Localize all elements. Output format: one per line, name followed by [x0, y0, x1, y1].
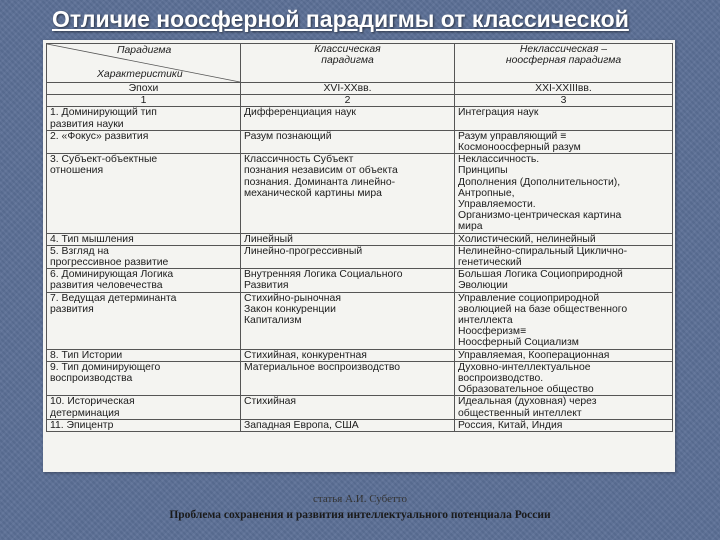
cell-line: Идеальная (духовная) через [458, 396, 597, 408]
cell-line: познания независим от объекта [244, 165, 398, 177]
classic-cell [241, 361, 455, 396]
nonclassic-cell [455, 107, 673, 130]
column-number: 1 [47, 95, 241, 107]
cell-line: Холистический, нелинейный [458, 233, 596, 245]
nonclassic-cell [455, 154, 673, 233]
epochs-nonclassic: XXI-XXIIIвв. [455, 83, 673, 95]
cell-line: детерминация [50, 407, 120, 419]
characteristic-cell [47, 292, 241, 349]
table-row [47, 154, 673, 233]
corner-label-paradigm: Парадигма [117, 45, 172, 56]
table-row [47, 107, 673, 130]
paradigm-comparison-table [46, 43, 673, 432]
cell-line: Космоноосферный разум [458, 142, 581, 154]
classic-cell [241, 349, 455, 361]
cell-line: 10. Историческая [50, 396, 135, 408]
cell-line: Внутренняя Логика Социального [244, 269, 403, 281]
nonclassic-cell [455, 292, 673, 349]
cell-line: Управление социоприродной [458, 292, 600, 304]
cell-line: Дифференциация наук [244, 107, 356, 119]
characteristic-cell [47, 130, 241, 153]
cell-line: мира [458, 221, 483, 233]
cell-line: 4. Тип мышления [50, 233, 134, 245]
characteristic-cell [47, 245, 241, 268]
nonclassic-cell [455, 130, 673, 153]
cell-line: 6. Доминирующая Логика [50, 269, 174, 281]
cell-line: Управляемая, Кооперационная [458, 349, 610, 361]
cell-line: 8. Тип Истории [50, 349, 123, 361]
cell-line: Духовно-интеллектуальное [458, 361, 591, 373]
cell-line: прогрессивное развитие [50, 257, 169, 269]
characteristic-cell [47, 233, 241, 245]
cell-line: Стихийная [244, 396, 297, 408]
cell-line: Интеграция наук [458, 107, 539, 119]
cell-line: Ноосферизм≡ [458, 326, 527, 338]
nonclassic-cell [455, 349, 673, 361]
cell-line: воспроизводство. [458, 373, 544, 385]
diagonal-header-cell [47, 44, 241, 83]
cell-line: 5. Взгляд на [50, 245, 109, 257]
cell-line: 11. Эпицентр [50, 419, 114, 431]
table-row [47, 349, 673, 361]
characteristic-cell [47, 349, 241, 361]
cell-line: Капитализм [244, 315, 302, 327]
nonclassic-cell [455, 419, 673, 431]
table-row [47, 245, 673, 268]
cell-line: Стихийная, конкурентная [244, 349, 367, 361]
scanned-table-image [43, 40, 675, 472]
characteristic-cell [47, 154, 241, 233]
table-row [47, 292, 673, 349]
cell-line: 7. Ведущая детерминанта [50, 292, 177, 304]
characteristic-cell [47, 107, 241, 130]
cell-line: интеллекта [458, 315, 513, 327]
characteristic-cell [47, 419, 241, 431]
column-header-classic: Классическая парадигма [241, 44, 455, 83]
cell-line: Дополнения (Дополнительности), [458, 176, 621, 188]
cell-line: Линейный [244, 233, 293, 245]
cell-line: Ноосферный Социализм [458, 337, 579, 349]
characteristic-cell [47, 396, 241, 419]
table-row [47, 130, 673, 153]
cell-line: 1. Доминирующий тип [50, 107, 157, 119]
cell-line: Неклассичность. [458, 154, 540, 166]
epochs-classic: XVI-XXвв. [241, 83, 455, 95]
classic-cell [241, 396, 455, 419]
classic-cell [241, 107, 455, 130]
cell-line: Эволюции [458, 280, 508, 292]
cell-line: развития науки [50, 118, 124, 130]
column-number: 3 [455, 95, 673, 107]
nonclassic-cell [455, 245, 673, 268]
nonclassic-cell [455, 269, 673, 292]
cell-line: Организмо-центрическая картина [458, 210, 622, 222]
cell-line: Разум познающий [244, 130, 332, 142]
source-title: Проблема сохранения и развития интеллектуального потенциала России [169, 509, 551, 521]
column-number-row [47, 95, 673, 107]
cell-line: Большая Логика Социоприродной [458, 269, 623, 281]
column-header-nonclassic: Неклассическая – ноосферная парадигма [455, 44, 673, 83]
cell-line: 2. «Фокус» развития [50, 130, 149, 142]
classic-cell [241, 292, 455, 349]
cell-line: Западная Европа, США [244, 419, 359, 431]
cell-line: Управляемости. [458, 199, 536, 211]
cell-line: отношения [50, 165, 104, 177]
cell-line: Антропные, [458, 187, 515, 199]
cell-line: Материальное воспроизводство [244, 361, 401, 373]
cell-line: 3. Субъект-объектные [50, 154, 158, 166]
nonclassic-cell [455, 396, 673, 419]
cell-line: общественный интеллект [458, 407, 582, 419]
cell-line: 9. Тип доминирующего [50, 361, 161, 373]
table-row [47, 419, 673, 431]
column-number: 2 [241, 95, 455, 107]
nonclassic-cell [455, 361, 673, 396]
cell-line: механической картины мира [244, 187, 382, 199]
epochs-label: Эпохи [47, 83, 241, 95]
classic-cell [241, 269, 455, 292]
cell-line: развития человечества [50, 280, 163, 292]
cell-line: Стихийно-рыночная [244, 292, 341, 304]
table-row [47, 396, 673, 419]
cell-line: Закон конкуренции [244, 303, 336, 315]
classic-cell [241, 419, 455, 431]
cell-line: Нелинейно-спиральный Циклично- [458, 245, 628, 257]
cell-line: генетический [458, 257, 522, 269]
classic-cell [241, 233, 455, 245]
table-row [47, 361, 673, 396]
classic-cell [241, 245, 455, 268]
table-row [47, 233, 673, 245]
cell-line: Линейно-прогрессивный [244, 245, 363, 257]
cell-line: воспроизводства [50, 373, 133, 385]
cell-line: Классичность Субъект [244, 154, 354, 166]
characteristic-cell [47, 269, 241, 292]
cell-line: Россия, Китай, Индия [458, 419, 563, 431]
cell-line: Развития [244, 280, 289, 292]
epochs-row [47, 83, 673, 95]
cell-line: познания. Доминанта линейно- [244, 176, 396, 188]
classic-cell [241, 130, 455, 153]
cell-line: Образовательное общество [458, 384, 594, 396]
table-row [47, 269, 673, 292]
classic-cell [241, 154, 455, 233]
characteristic-cell [47, 361, 241, 396]
corner-label-characteristics: Характеристики [97, 69, 183, 80]
cell-line: эволюцией на базе общественного [458, 303, 628, 315]
cell-line: развития [50, 303, 94, 315]
slide-title: Отличие ноосферной парадигмы от классической [52, 6, 629, 32]
nonclassic-cell [455, 233, 673, 245]
cell-line: Принципы [458, 165, 508, 177]
header-row [47, 44, 673, 83]
cell-line: Разум управляющий ≡ [458, 130, 567, 142]
source-author: статья А.И. Субетто [313, 493, 407, 505]
